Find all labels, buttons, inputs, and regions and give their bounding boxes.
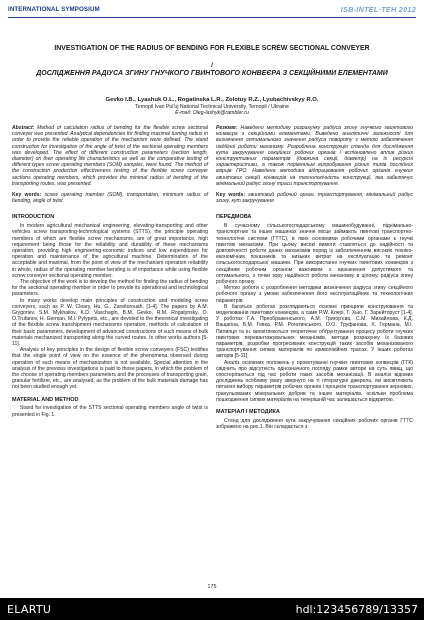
body-paragraph-ua: Аналіз основних положень у проектуванні гнучких гвинтових конвеєрів (ГГК) свідчить про відсутність однозначного погляду рамки автори на суть явищ, що спостерігаються під час роботи таких засобів механізації. В аналізі відомих досліджень особливу увагу звернуто на ті літературні джерела, які висвітлюють питання вибору параметрів робочих органів і процесів транспортування зернових, гранульованих мінеральних добрив та інших матеріалів, оскільки проблема пошкодження сипких матеріалів на теперішній час залишається відкритою.: [216, 359, 413, 403]
repository-footer-bar: [0, 598, 424, 620]
body-paragraph: Analysis of key principles in the design of flexible screw conveyers (FSC) testifies that the single point of view on the essence of the phenomena observed during operation of such means of mechanization is not available. Special attention in the analysis of the previous investigations is paid to those papers, in which the problem of the choose of operating members parameters and the processes of transporting grain, granular fertilizer, etc., are analysed, as the problem of the bulk materials damage has not been studied enough yet.: [12, 347, 208, 391]
contact-email: E-mail: Oleg-lashyk@rambler.ru: [175, 110, 249, 116]
body-paragraph: In many works develop main principles of construction and modeling screw conveyers, such as P. W. Cleary, Hu, G., Zareitorouah. [1-4]. The papers by A.M. Grygoriev, S.M. Mykhailov, K.D. Vaschagin, B.M. Gevko, R.M. Rogatynsky, O. O.Trufanov, H. German, M.I. Pylypets, etc., are devoted to the theoretical investigating of the flexible screw transhipment mechanisms operation, methods of calculation of their basic parameters, development of advanced constructions of such means of bulk materials mechanized transporting along the curved routes. In other works authors [5-11].: [12, 297, 208, 347]
abstract-en: [12, 125, 208, 187]
section-heading-introduction: INTRODUCTION: [12, 214, 55, 221]
author-list: Gevko I.B., Lyashuk O.L., Rogatinska L.R., Zolotuy R.Z., Lyubachivskyy R.O.: [105, 97, 319, 103]
section-heading-method: MATERIAL AND METHOD: [12, 396, 79, 403]
keywords-text: screw operating member (SOM), transportation, minimum radius of bending, angle of twist: [12, 192, 208, 205]
body-paragraph: In modern agricultural mechanical engineering, elevating-transporting and other vehicles screw transporting-technological systems (STTS), the principle operating members of which are flexible screw mechanisms, are of great importance, high requirement being those for the reliability and durability of these mechanisms operation, providing high engineering-economic indices and low expenditures for operation and maintenance of the agricultural machine. Determination of the acceptable and maximal, from the point of view of the mechanism operation reliability in whole, radius of the operating member bending is of importance while using flexible screw conveyer sectional operating member.: [12, 223, 208, 279]
keywords-label-ua: Key words:: [216, 192, 246, 199]
abstract-text-ua: Наведено методику розрахунку радіуса згину гнучкого гвинтового конвеєра з секційними елементами. Виведено аналітичні залежності для визначення оптимального значення радіуса повороту з метою забезпечення надійної роботи механізму. Розроблена конструкція стенда для дослідження кута закручування секційних робочих органів і встановлено вплив різних конструктивних параметрів (довжина секції, діаметр) на їх ресурсні характеристики, а також порівняльні випробування різних типів дослідних взірців ГРО. Наведена методика відпрацювання робочих органів гнучких гвинтових секцій конвеєрів на технологічність конструкції, яка забезпечує мінімальний радіус згину траси транспортування.: [216, 125, 413, 187]
body-paragraph-ua: В сучасному сільськогосподарському машинобудуванні, піднімально-транспортних та інших машинах значне місце займають гвинтові транспортно-технологічні системи (ГТТС), в яких основними робочими органами є гнучкі гвинтові механізми. При цьому високі вимоги ставляться до надійності та довговічності роботи даних механізмів поряд із забезпеченням високих техніко-економічних показників та низьких витрат на експлуатацію та ремонт сільськогосподарської машини. При використанні гнучких гвинтових конвеєрів з секційним робочим органом важливим є визначення допустимого та оптимального, з точки зору надійності роботи механізму в цілому, радіуса згину робочого органу.: [216, 223, 413, 285]
abstract-label: Abstract:: [12, 125, 35, 131]
section-heading-introduction-ua: ПЕРЕДМОВА: [216, 214, 252, 221]
title-ukrainian: ДОСЛІДЖЕННЯ РАДІУСА ЗГИНУ ГНУЧКОГО ГВИНТОВОГО КОНВЕЄРА З СЕКЦІЙНИМИ ЕЛЕМЕНТАМИ: [36, 70, 388, 77]
repository-name: ELARTU: [7, 603, 52, 616]
body-paragraph-ua: Метою роботи є розроблення методики визначення радіуса згину секційного робочого органу з умови забезпечення його експлуатаційних та технологічних параметрів.: [216, 285, 413, 304]
section-heading-method-ua: МАТЕРІАЛ І МЕТОДИКА: [216, 409, 280, 416]
keywords-ua: [216, 192, 413, 204]
title-separator: /: [211, 62, 213, 69]
body-paragraph: Stand for investigation of the STTS sectional operating members angle of twist is presented in Fig. 1.: [12, 405, 208, 418]
abstract-text: Method of calculation radius of bending for the flexible screw sectional conveyer was presented. Analytical dependencies for finding maximal turning radius in order to provide the reliable operation of the mechanism were defined. The stand construction for investigation of the angle of twist of the sectional operating members was developed. The effect of different construction parameters (section length, diameter) on their operating life characteristics as well as the comparative testing of different types screw operating members (SOM) samples, were found. The method of the construction production effectiveness testing of the flexible screw conveyer sections operating members, which provides the minimal radius of bending of the transporting routes, was presented.: [12, 125, 209, 187]
keywords-en: [12, 192, 208, 204]
abstract-ua: [216, 125, 413, 187]
running-header: [8, 4, 416, 18]
keywords-label: Key words:: [12, 192, 42, 199]
handle-identifier: hdl:123456789/13357: [295, 603, 418, 616]
header-symposium-label: INTERNATIONAL SYMPOSIUM: [8, 6, 100, 13]
abstract-label-ua: Резюме:: [216, 125, 238, 131]
right-column: [216, 125, 413, 430]
keywords-text-ua: гвинтовий робочий орган, транспортування, мінімальний радіус згину, кут закручування: [216, 192, 414, 205]
body-paragraph: The objective of the work is to develop the method for finding the radius of bending for the sectional operating member in order to provide its operational and technological parameters.: [12, 278, 208, 298]
body-paragraph-ua: Стенд для дослідження кута закручування секційних робочих органів ГТТС зображено на рис.1. Він складається з: [216, 417, 413, 430]
body-paragraph-ua: В багатьох роботах розглядаються основні принципи конструювання та моделювання гвинтових конвеєрів, а саме P.W. Клері, Г. Хью, Г. Зарейторуст [1-4]. У роботах Г.А. Преображенського, А.М. Григор'єва, С.М. Михайлова, К.Д. Ващагіна, Б.М. Гевка, Р.М. Рогатинського, О.О. Труфанова, Х. Германа, М.І. Пилипця та ін. висвітлюються теоретичне обґрунтування процесу роботи гнучких гвинтових перевантажувальних механізмів, методи розрахунку їх базових параметрів, розробки прогресивних конструкцій таких засобів механізованого транспортування сипких матеріалів по криволінійних трасах. У інших роботах авторів [5-11].: [216, 303, 413, 360]
header-conference-logo: ISB-INTEL·TEH 2012: [340, 5, 416, 14]
page-number: 175: [207, 584, 217, 590]
title-english: INVESTIGATION OF THE RADIUS OF BENDING FOR FLEXIBLE SCREW SECTIONAL CONVEYER: [54, 45, 370, 52]
affiliation: Ternopil Ivan Pul'uj National Technical University, Ternopil / Ukraine: [135, 104, 289, 110]
left-column: [12, 125, 208, 418]
